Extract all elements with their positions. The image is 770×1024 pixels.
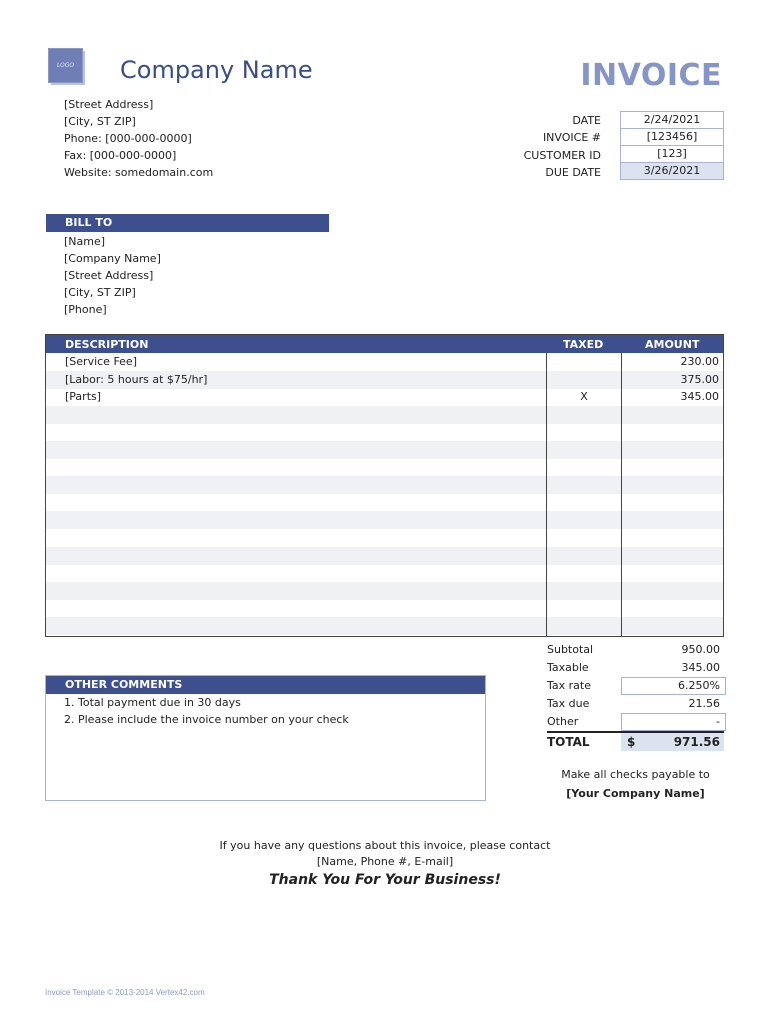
col-description: DESCRIPTION <box>65 338 149 351</box>
meta-value-customer-id[interactable]: [123] <box>620 145 724 162</box>
col-taxed: TAXED <box>563 338 604 351</box>
bill-to-company[interactable]: [Company Name] <box>64 252 161 265</box>
invoice-title: INVOICE <box>580 58 722 93</box>
address-city: [City, ST ZIP] <box>64 115 136 128</box>
other-value[interactable]: - <box>716 715 720 728</box>
comment-line-1[interactable]: 1. Total payment due in 30 days <box>64 696 241 709</box>
meta-label-due-date: DUE DATE <box>545 165 601 179</box>
taxrate-value[interactable]: 6.250% <box>678 679 720 692</box>
address-phone: Phone: [000-000-0000] <box>64 132 192 145</box>
taxdue-value: 21.56 <box>688 697 720 710</box>
row-description[interactable]: [Parts] <box>65 390 102 404</box>
bill-to-phone[interactable]: [Phone] <box>64 303 107 316</box>
logo-text: LOGO <box>48 48 83 83</box>
meta-label-invoice-number: INVOICE # <box>542 131 601 145</box>
address-website: Website: somedomain.com <box>64 166 214 179</box>
totals-summary <box>547 641 724 751</box>
taxdue-row <box>547 695 724 713</box>
taxdue-label: Tax due <box>547 697 590 710</box>
meta-value-invoice-number[interactable]: [123456] <box>620 128 724 145</box>
bill-to-street[interactable]: [Street Address] <box>64 269 154 282</box>
invoice-meta-labels <box>470 112 601 181</box>
contact-note <box>0 838 770 870</box>
taxable-row <box>547 659 724 677</box>
table-header <box>46 335 723 353</box>
payable-note <box>547 765 724 803</box>
taxable-value: 345.00 <box>681 661 720 674</box>
copyright-note: Invoice Template © 2013-2014 Vertex42.com <box>45 988 205 997</box>
row-description[interactable]: [Service Fee] <box>65 355 137 368</box>
invoice-meta-values <box>620 111 724 180</box>
total-currency: $ <box>627 735 636 749</box>
meta-label-customer-id: CUSTOMER ID <box>523 148 601 162</box>
row-taxed[interactable]: X <box>580 390 588 404</box>
address-street: [Street Address] <box>64 98 154 111</box>
address-fax: Fax: [000-000-0000] <box>64 149 177 162</box>
company-address <box>64 96 213 181</box>
row-description[interactable]: [Labor: 5 hours at $75/hr] <box>65 372 208 386</box>
taxrate-row <box>547 677 724 695</box>
line-items-table <box>45 334 724 637</box>
row-amount[interactable]: 345.00 <box>680 390 719 404</box>
contact-line-1: If you have any questions about this invoice, please contact <box>219 839 551 852</box>
taxable-label: Taxable <box>547 661 589 674</box>
company-name: Company Name <box>120 56 313 84</box>
other-label: Other <box>547 715 579 728</box>
total-row <box>547 731 724 751</box>
total-value: 971.56 <box>673 735 720 749</box>
meta-value-due-date[interactable]: 3/26/2021 <box>620 162 724 180</box>
bill-to-lines <box>64 233 161 318</box>
bill-to-city[interactable]: [City, ST ZIP] <box>64 286 136 299</box>
subtotal-label: Subtotal <box>547 643 594 656</box>
subtotal-row <box>547 641 724 659</box>
other-row <box>547 713 724 731</box>
total-label: TOTAL <box>547 735 590 749</box>
comment-line-2[interactable]: 2. Please include the invoice number on your check <box>64 713 349 726</box>
bill-to-heading: BILL TO <box>46 214 329 232</box>
other-comments-heading: OTHER COMMENTS <box>46 676 485 694</box>
row-amount[interactable]: 230.00 <box>680 355 719 368</box>
taxrate-label: Tax rate <box>547 679 591 692</box>
payable-company: [Your Company Name] <box>566 787 705 800</box>
thank-you-note: Thank You For Your Business! <box>269 872 501 888</box>
row-amount[interactable]: 375.00 <box>680 372 719 386</box>
contact-line-2: [Name, Phone #, E-mail] <box>316 855 454 868</box>
company-logo <box>48 48 86 86</box>
other-comments-box <box>45 675 486 801</box>
payable-line-1: Make all checks payable to <box>561 768 710 781</box>
subtotal-value: 950.00 <box>681 643 720 656</box>
bill-to-name[interactable]: [Name] <box>64 235 106 248</box>
col-amount: AMOUNT <box>645 338 700 351</box>
meta-label-date: DATE <box>572 114 601 127</box>
meta-value-date[interactable]: 2/24/2021 <box>620 111 724 128</box>
